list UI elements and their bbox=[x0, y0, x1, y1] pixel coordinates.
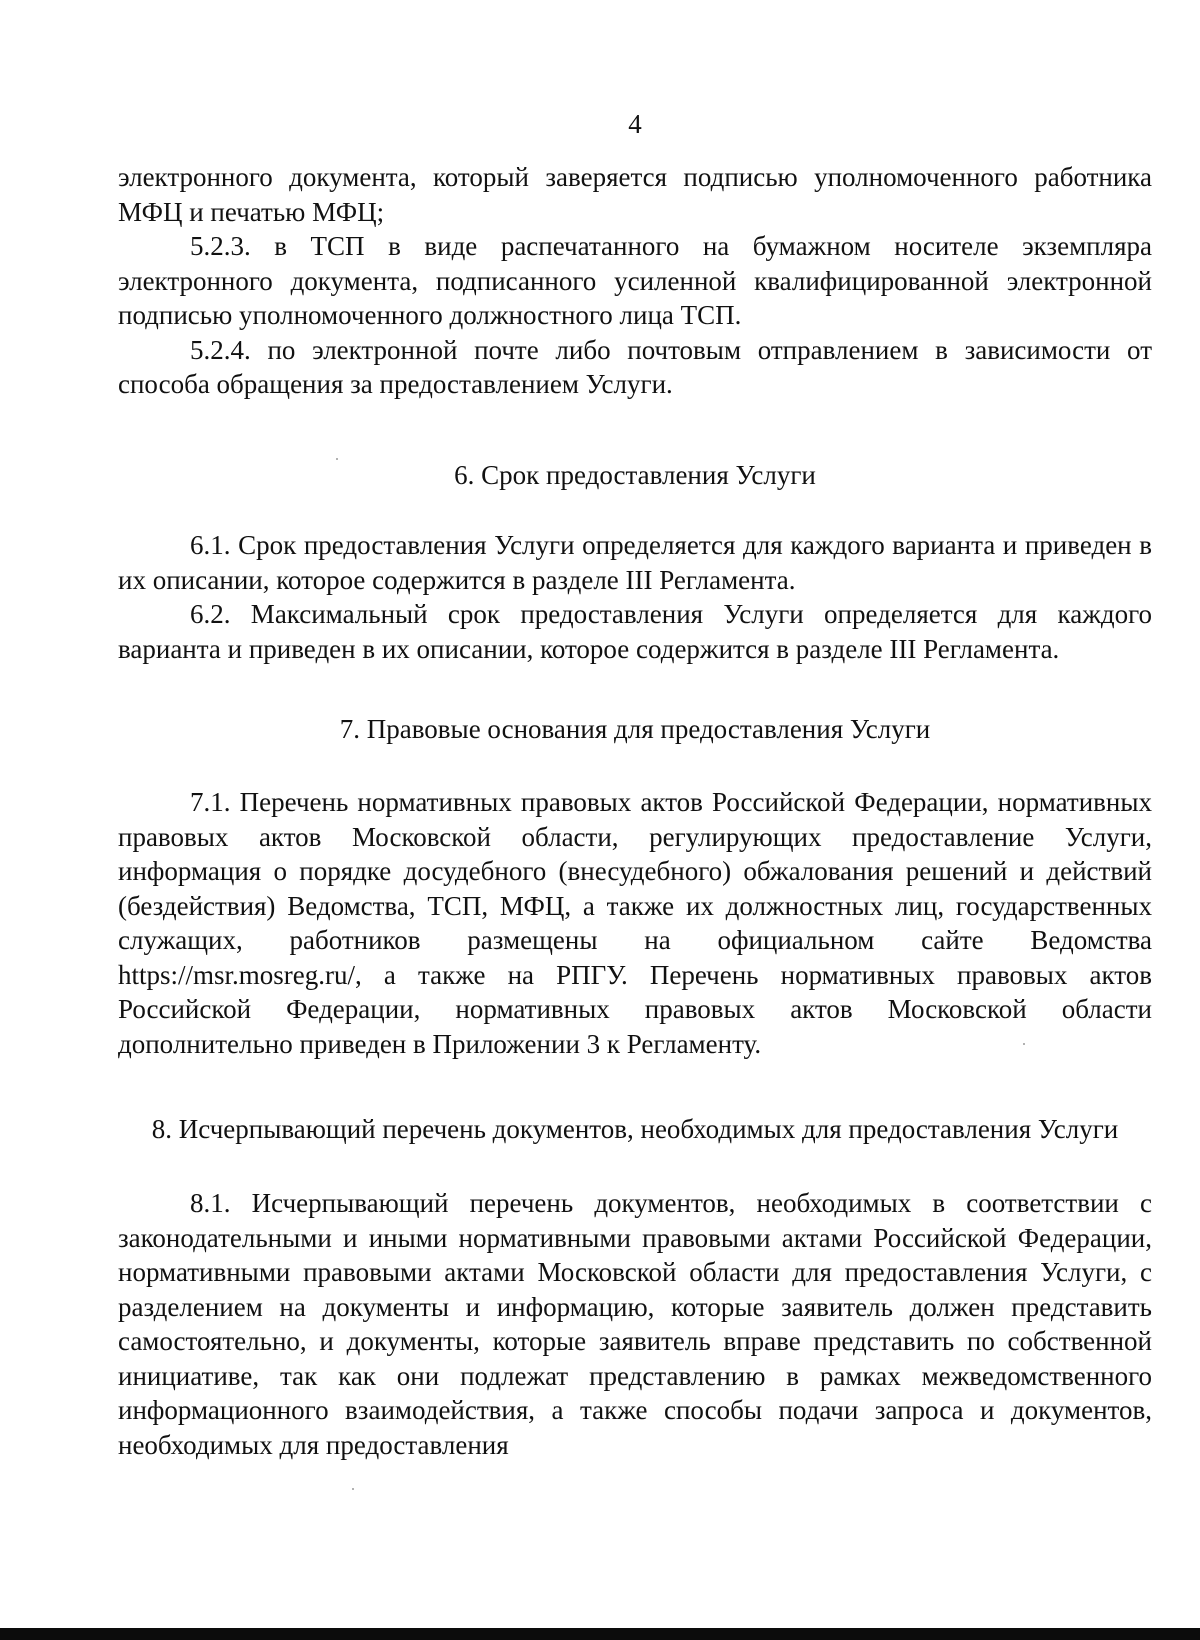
section-8-body bbox=[118, 1186, 1152, 1462]
scan-speck bbox=[352, 1488, 354, 1490]
scan-speck bbox=[1023, 1043, 1025, 1045]
section-8-heading: 8. Исчерпывающий перечень документов, необходимых для предоставления Услуги bbox=[151, 1114, 1119, 1144]
paragraph-6-1: 6.1. Срок предоставления Услуги определяется для каждого варианта и приведен в их описании, которое содержится в разделе III Регламента. bbox=[118, 530, 1152, 595]
paragraph-7-1: 7.1. Перечень нормативных правовых актов Российской Федерации, нормативных правовых актов Московской области, регулирующих предоставление Услуги, информация о порядке досудебного (внесудебного) обжалования решений и действий (бездействия) Ведомства, ТСП, МФЦ, а также их должностных лиц, государственных служащих, работников размещены на официальном сайте Ведомства https://msr.mosreg.ru/, а также на РПГУ. Перечень нормативных правовых актов Российской Федерации, нормативных правовых актов Московской области дополнительно приведен в Приложении 3 к Регламенту. bbox=[118, 787, 1152, 1059]
paragraph-8-1: 8.1. Исчерпывающий перечень документов, необходимых в соответствии с законодательными и иными нормативными правовыми актами Российской Федерации, нормативными правовыми актами Московской области для предоставления Услуги, с разделением на документы и информацию, которые заявитель должен представить самостоятельно, и документы, которые заявитель вправе представить по собственной инициативе, так как они подлежат представлению в рамках межведомственного информационного взаимодействия, а также способы подачи запроса и документов, необходимых для предоставления bbox=[118, 1188, 1152, 1460]
section-7-heading: 7. Правовые основания для предоставления Услуги bbox=[339, 714, 931, 744]
section-6-heading-wrap bbox=[118, 458, 1152, 492]
continuation-paragraph bbox=[118, 160, 1152, 402]
section-6-body bbox=[118, 528, 1152, 666]
scan-edge-bar bbox=[0, 1628, 1200, 1640]
page-number: 4 bbox=[628, 109, 642, 139]
section-6-heading: 6. Срок предоставления Услуги bbox=[454, 460, 816, 490]
section-7-heading-wrap bbox=[118, 712, 1152, 746]
paragraph-5-2-2-tail: электронного документа, который заверяется подписью уполномоченного работника МФЦ и печатью МФЦ; bbox=[118, 162, 1152, 227]
paragraph-5-2-4: 5.2.4. по электронной почте либо почтовым отправлением в зависимости от способа обращения за предоставлением Услуги. bbox=[118, 334, 1152, 399]
scan-speck bbox=[336, 458, 338, 460]
section-8-heading-wrap bbox=[118, 1112, 1152, 1146]
paragraph-6-2: 6.2. Максимальный срок предоставления Услуги определяется для каждого варианта и приведен в их описании, которое содержится в разделе III Регламента. bbox=[118, 599, 1152, 664]
paragraph-5-2-3: 5.2.3. в ТСП в виде распечатанного на бумажном носителе экземпляра электронного документа, подписанного усиленной квалифицированной электронной подписью уполномоченного должностного лица ТСП. bbox=[118, 231, 1152, 330]
section-7-body bbox=[118, 785, 1152, 1061]
